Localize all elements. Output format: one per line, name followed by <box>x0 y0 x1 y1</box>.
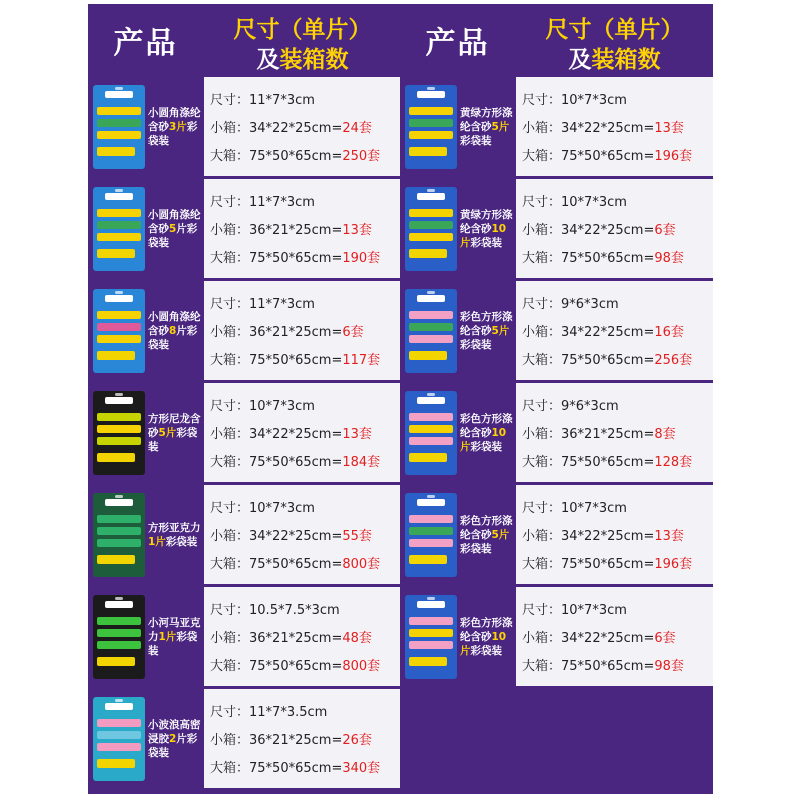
size-info-cell <box>516 281 713 380</box>
product-name: 方形亚克力1片彩袋装 <box>148 521 201 548</box>
sponge-stripe <box>409 629 453 637</box>
product-package-image <box>93 289 145 373</box>
product-cell <box>400 587 515 686</box>
product-package-image <box>405 595 457 679</box>
size-line: 尺寸：10*7*3cm <box>210 399 315 414</box>
package-tag <box>97 351 135 360</box>
size-line: 尺寸：11*7*3cm <box>210 297 315 312</box>
package-tag <box>409 147 447 156</box>
size-info-cell <box>204 77 401 176</box>
product-row <box>88 281 401 380</box>
sponge-stripe <box>409 233 453 241</box>
product-package-image <box>405 391 457 475</box>
sponge-stripe <box>97 131 141 139</box>
product-cell <box>88 485 203 584</box>
small-box-line: 小箱：36*21*25cm=6套 <box>210 325 364 340</box>
product-package-image <box>405 493 457 577</box>
size-info-cell <box>204 383 401 482</box>
product-name: 小圆角涤纶含砂5片彩袋装 <box>148 208 201 249</box>
sponge-stripe <box>97 527 141 535</box>
product-row <box>400 179 713 278</box>
size-info-cell <box>516 485 713 584</box>
package-tag <box>409 657 447 666</box>
package-tag <box>97 453 135 462</box>
sponge-stripe <box>409 323 453 331</box>
size-header <box>516 4 713 76</box>
hang-hole <box>427 189 435 192</box>
size-info-cell <box>516 179 713 278</box>
product-header: 产品 <box>113 26 178 61</box>
product-row <box>400 485 713 584</box>
brand-logo <box>417 295 445 302</box>
sponge-stripe <box>97 731 141 739</box>
brand-logo <box>105 91 133 98</box>
product-row <box>88 77 401 176</box>
product-name: 黄绿方形涤纶含砂10片彩袋装 <box>460 208 513 249</box>
hang-hole <box>115 87 123 90</box>
small-box-line: 小箱：34*22*25cm=16套 <box>522 325 684 340</box>
product-row <box>400 587 713 686</box>
sponge-stripe <box>97 437 141 445</box>
size-info-cell <box>204 689 401 788</box>
small-box-line: 小箱：36*21*25cm=13套 <box>210 223 372 238</box>
product-cell <box>400 281 515 380</box>
brand-logo <box>417 499 445 506</box>
size-info-cell <box>204 179 401 278</box>
product-name: 小波浪高密浸胶2片彩袋装 <box>148 718 201 759</box>
sponge-stripe <box>97 413 141 421</box>
product-cell <box>400 77 515 176</box>
product-cell <box>88 383 203 482</box>
brand-logo <box>417 91 445 98</box>
sponge-stripe <box>97 119 141 127</box>
size-header-line1: 尺寸（单片） <box>233 17 372 43</box>
small-box-line: 小箱：34*22*25cm=6套 <box>522 223 676 238</box>
size-line: 尺寸：11*7*3.5cm <box>210 705 328 720</box>
product-row <box>88 689 401 788</box>
brand-logo <box>105 499 133 506</box>
product-name: 小圆角涤纶含砂3片彩袋装 <box>148 106 201 147</box>
product-cell <box>88 587 203 686</box>
small-box-line: 小箱：34*22*25cm=6套 <box>522 631 676 646</box>
size-info-cell <box>516 383 713 482</box>
sponge-stripe <box>409 515 453 523</box>
size-info-cell <box>204 587 401 686</box>
left-column <box>88 4 401 794</box>
big-box-line: 大箱：75*50*65cm=184套 <box>210 455 381 470</box>
hang-hole <box>427 597 435 600</box>
sponge-stripe <box>97 629 141 637</box>
sponge-stripe <box>97 515 141 523</box>
size-line: 尺寸：11*7*3cm <box>210 93 315 108</box>
hang-hole <box>115 189 123 192</box>
sponge-stripe <box>97 209 141 217</box>
product-row <box>400 281 713 380</box>
small-box-line: 小箱：34*22*25cm=13套 <box>522 121 684 136</box>
product-package-image <box>93 493 145 577</box>
big-box-line: 大箱：75*50*65cm=190套 <box>210 251 381 266</box>
small-box-line: 小箱：36*21*25cm=8套 <box>522 427 676 442</box>
size-info-cell <box>516 77 713 176</box>
brand-logo <box>417 601 445 608</box>
size-info-cell <box>516 587 713 686</box>
sponge-stripe <box>409 539 453 547</box>
product-row <box>400 77 713 176</box>
product-package-image <box>405 187 457 271</box>
size-header <box>204 4 401 76</box>
big-box-line: 大箱：75*50*65cm=250套 <box>210 149 381 164</box>
size-line: 尺寸：10*7*3cm <box>522 93 627 108</box>
package-tag <box>97 147 135 156</box>
hang-hole <box>427 87 435 90</box>
product-row <box>88 179 401 278</box>
product-name: 彩色方形涤纶含砂10片彩袋装 <box>460 412 513 453</box>
small-box-line: 小箱：34*22*25cm=13套 <box>210 427 372 442</box>
big-box-line: 大箱：75*50*65cm=98套 <box>522 251 684 266</box>
product-name: 彩色方形涤纶含砂5片彩袋装 <box>460 514 513 555</box>
hang-hole <box>427 291 435 294</box>
big-box-line: 大箱：75*50*65cm=117套 <box>210 353 381 368</box>
big-box-line: 大箱：75*50*65cm=340套 <box>210 761 381 776</box>
sponge-stripe <box>409 437 453 445</box>
size-line: 尺寸：10*7*3cm <box>522 195 627 210</box>
product-package-image <box>405 289 457 373</box>
hang-hole <box>115 393 123 396</box>
sponge-stripe <box>409 119 453 127</box>
product-row <box>400 383 713 482</box>
brand-logo <box>105 193 133 200</box>
sponge-stripe <box>97 311 141 319</box>
package-tag <box>97 759 135 768</box>
product-cell <box>88 179 203 278</box>
package-tag <box>409 555 447 564</box>
package-tag <box>409 249 447 258</box>
big-box-line: 大箱：75*50*65cm=128套 <box>522 455 693 470</box>
product-package-image <box>93 187 145 271</box>
sponge-stripe <box>409 311 453 319</box>
sponge-stripe <box>97 335 141 343</box>
product-cell <box>400 179 515 278</box>
product-cell <box>88 77 203 176</box>
big-box-line: 大箱：75*50*65cm=98套 <box>522 659 684 674</box>
product-package-image <box>93 85 145 169</box>
sponge-stripe <box>97 743 141 751</box>
size-header-line2: 及装箱数 <box>568 47 661 73</box>
hang-hole <box>115 597 123 600</box>
product-cell <box>400 485 515 584</box>
sponge-stripe <box>97 107 141 115</box>
brand-logo <box>105 703 133 710</box>
brand-logo <box>417 193 445 200</box>
brand-logo <box>105 601 133 608</box>
brand-logo <box>417 397 445 404</box>
package-tag <box>97 657 135 666</box>
product-cell <box>88 281 203 380</box>
sponge-stripe <box>97 425 141 433</box>
product-row <box>88 587 401 686</box>
big-box-line: 大箱：75*50*65cm=256套 <box>522 353 693 368</box>
size-header-line2: 及装箱数 <box>256 47 349 73</box>
brand-logo <box>105 295 133 302</box>
sponge-stripe <box>97 323 141 331</box>
small-box-line: 小箱：34*22*25cm=13套 <box>522 529 684 544</box>
size-line: 尺寸：9*6*3cm <box>522 399 619 414</box>
product-package-image <box>405 85 457 169</box>
small-box-line: 小箱：36*21*25cm=48套 <box>210 631 372 646</box>
package-tag <box>409 351 447 360</box>
big-box-line: 大箱：75*50*65cm=196套 <box>522 557 693 572</box>
sponge-stripe <box>97 233 141 241</box>
sponge-stripe <box>97 719 141 727</box>
product-cell <box>88 689 203 788</box>
sponge-stripe <box>97 617 141 625</box>
product-package-image <box>93 391 145 475</box>
product-name: 方形尼龙含砂5片彩袋装 <box>148 412 201 453</box>
product-name: 彩色方形涤纶含砂10片彩袋装 <box>460 616 513 657</box>
product-header: 产品 <box>425 26 490 61</box>
small-box-line: 小箱：34*22*25cm=24套 <box>210 121 372 136</box>
table-header <box>400 4 713 76</box>
table-header <box>88 4 401 76</box>
size-line: 尺寸：10*7*3cm <box>522 603 627 618</box>
hang-hole <box>427 393 435 396</box>
size-info-cell <box>204 485 401 584</box>
product-package-image <box>93 595 145 679</box>
sponge-stripe <box>409 335 453 343</box>
product-name: 黄绿方形涤纶含砂5片彩袋装 <box>460 106 513 147</box>
size-line: 尺寸：9*6*3cm <box>522 297 619 312</box>
product-package-image <box>93 697 145 781</box>
product-row <box>88 485 401 584</box>
size-line: 尺寸：10.5*7.5*3cm <box>210 603 340 618</box>
right-column <box>400 4 713 794</box>
small-box-line: 小箱：34*22*25cm=55套 <box>210 529 372 544</box>
sponge-stripe <box>409 221 453 229</box>
product-name: 小圆角涤纶含砂8片彩袋装 <box>148 310 201 351</box>
size-line: 尺寸：10*7*3cm <box>210 501 315 516</box>
sponge-stripe <box>409 617 453 625</box>
big-box-line: 大箱：75*50*65cm=196套 <box>522 149 693 164</box>
hang-hole <box>115 699 123 702</box>
size-header-line1: 尺寸（单片） <box>545 17 684 43</box>
empty-cell <box>400 689 713 788</box>
sponge-stripe <box>409 425 453 433</box>
sponge-stripe <box>409 107 453 115</box>
product-row <box>88 383 401 482</box>
product-name: 小河马亚克力1片彩袋装 <box>148 616 201 657</box>
package-tag <box>409 453 447 462</box>
sponge-stripe <box>409 641 453 649</box>
size-line: 尺寸：10*7*3cm <box>522 501 627 516</box>
big-box-line: 大箱：75*50*65cm=800套 <box>210 557 381 572</box>
sponge-stripe <box>409 413 453 421</box>
size-info-cell <box>204 281 401 380</box>
package-tag <box>97 555 135 564</box>
hang-hole <box>115 291 123 294</box>
product-cell <box>400 383 515 482</box>
sponge-stripe <box>409 527 453 535</box>
small-box-line: 小箱：36*21*25cm=26套 <box>210 733 372 748</box>
sponge-stripe <box>97 539 141 547</box>
package-tag <box>97 249 135 258</box>
hang-hole <box>427 495 435 498</box>
sponge-stripe <box>97 221 141 229</box>
big-box-line: 大箱：75*50*65cm=800套 <box>210 659 381 674</box>
sponge-stripe <box>97 641 141 649</box>
sponge-stripe <box>409 131 453 139</box>
sponge-stripe <box>409 209 453 217</box>
brand-logo <box>105 397 133 404</box>
size-line: 尺寸：11*7*3cm <box>210 195 315 210</box>
hang-hole <box>115 495 123 498</box>
product-name: 彩色方形涤纶含砂5片彩袋装 <box>460 310 513 351</box>
